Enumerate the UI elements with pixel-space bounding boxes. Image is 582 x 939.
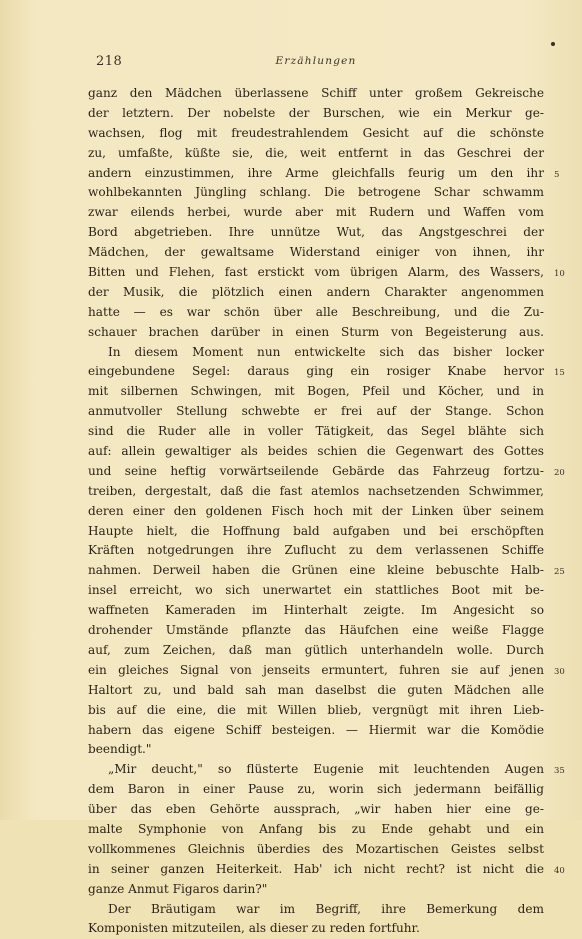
text-line bbox=[88, 900, 544, 920]
text-line-content: ganz den Mädchen überlassene Schiff unter großem Gekreische bbox=[88, 86, 544, 100]
text-line bbox=[88, 601, 544, 621]
text-line bbox=[88, 840, 544, 860]
text-line-content: der Musik, die plötzlich einen andern Charakter angenommen bbox=[88, 284, 544, 299]
text-line bbox=[88, 203, 544, 223]
text-line bbox=[88, 780, 544, 800]
text-line bbox=[88, 402, 544, 422]
text-line-content: ganze Anmut Figaros darin?" bbox=[88, 881, 268, 896]
text-line bbox=[88, 283, 544, 303]
text-line bbox=[88, 919, 544, 939]
ink-speck bbox=[551, 42, 555, 46]
text-line-content: über das eben Gehörte aussprach, „wir haben hier eine ge- bbox=[88, 802, 544, 817]
body-text bbox=[88, 84, 565, 939]
text-line bbox=[88, 382, 544, 402]
text-line-content: schauer brachen darüber in einen Sturm von Begeisterung aus. bbox=[88, 324, 544, 339]
text-line bbox=[88, 621, 544, 641]
text-line-content: malte Symphonie von Anfang bis zu Ende gehabt und ein bbox=[88, 821, 544, 836]
text-line-content: deren einer den goldenen Fisch hoch mit der Linken über seinem bbox=[88, 503, 544, 518]
text-line bbox=[88, 323, 544, 343]
line-number: 30 bbox=[554, 666, 565, 677]
text-line-content: wohlbekannten Jüngling schlang. Die betrogene Schar schwamm bbox=[88, 185, 544, 200]
text-line-content: hatte — es war schön über alle Beschreibung, und die Zu- bbox=[88, 304, 544, 319]
text-line bbox=[88, 522, 544, 542]
text-line bbox=[88, 800, 544, 820]
text-line-content: Komponisten mitzuteilen, als dieser zu reden fortfuhr. bbox=[88, 921, 420, 936]
text-line-content: treiben, dergestalt, daß die fast atemlos nachsetzenden Schwimmer, bbox=[88, 483, 544, 498]
page-number: 218 bbox=[96, 54, 123, 69]
text-line-content: wachsen, flog mit freudestrahlendem Gesicht auf die schönste bbox=[88, 125, 544, 140]
text-line bbox=[88, 561, 565, 581]
text-line-content: bis auf die eine, die mit Willen blieb, vergnügt mit ihren Lieb- bbox=[88, 702, 544, 717]
text-line-content: eingebundene Segel: daraus ging ein rosiger Knabe hervor bbox=[88, 364, 544, 379]
text-line-content: drohender Umstände pflanzte das Häufchen eine weiße Flagge bbox=[88, 623, 544, 638]
text-line bbox=[88, 124, 544, 144]
text-line bbox=[88, 541, 544, 561]
text-line bbox=[88, 820, 544, 840]
text-line-content: Kräften notgedrungen ihre Zuflucht zu dem verlassenen Schiffe bbox=[88, 543, 544, 558]
line-number: 40 bbox=[554, 865, 565, 876]
page-header bbox=[96, 54, 536, 70]
text-line bbox=[88, 183, 544, 203]
text-line bbox=[88, 641, 544, 661]
text-line-content: zu, umfaßte, küßte sie, die, weit entfernt in das Geschrei der bbox=[88, 145, 544, 160]
text-line bbox=[88, 362, 565, 382]
text-line bbox=[88, 104, 544, 124]
text-line-content: auf, zum Zeichen, daß man gütlich unterhandeln wolle. Durch bbox=[88, 642, 544, 657]
text-line bbox=[88, 661, 565, 681]
line-number: 10 bbox=[554, 269, 565, 280]
text-line bbox=[88, 860, 565, 880]
text-line-content: beendigt." bbox=[88, 742, 152, 757]
line-number: 35 bbox=[554, 766, 565, 777]
text-line-content: zwar eilends herbei, wurde aber mit Rudern und Waffen vom bbox=[88, 205, 544, 220]
text-line bbox=[88, 422, 544, 442]
text-line-content: In diesem Moment nun entwickelte sich das bisher locker bbox=[108, 344, 544, 359]
line-number: 15 bbox=[554, 368, 565, 379]
text-line-content: ein gleiches Signal von jenseits ermuntert, fuhren sie auf jenen bbox=[88, 662, 544, 677]
text-line-content: anmutvoller Stellung schwebte er frei auf der Stange. Schon bbox=[88, 404, 544, 419]
text-line bbox=[88, 721, 544, 741]
text-line-content: Haltort zu, und bald sah man daselbst die guten Mädchen alle bbox=[88, 682, 544, 697]
text-line-content: dem Baron in einer Pause zu, worin sich jedermann beifällig bbox=[88, 782, 544, 797]
line-number: 25 bbox=[554, 567, 565, 578]
text-line-content: Mädchen, der gewaltsame Widerstand einiger von ihnen, ihr bbox=[88, 245, 544, 260]
text-line-content: nahmen. Derweil haben die Grünen eine kleine bebuschte Halb- bbox=[88, 563, 544, 578]
text-line-content: vollkommenes Gleichnis überdies des Mozartischen Geistes selbst bbox=[88, 841, 544, 856]
text-line bbox=[88, 84, 544, 104]
text-line bbox=[88, 681, 544, 701]
text-line bbox=[88, 223, 544, 243]
text-line-content: sind die Ruder alle in voller Tätigkeit, das Segel blähte sich bbox=[88, 424, 544, 439]
text-line bbox=[88, 880, 544, 900]
text-line-content: „Mir deucht," so flüsterte Eugenie mit leuchtenden Augen bbox=[108, 762, 544, 777]
text-line bbox=[88, 343, 544, 363]
text-line-content: habern das eigene Schiff besteigen. — Hiermit war die Komödie bbox=[88, 722, 544, 737]
text-line-content: Bord abgetrieben. Ihre unnütze Wut, das Angstgeschrei der bbox=[88, 225, 544, 240]
line-number: 20 bbox=[554, 467, 565, 478]
text-line bbox=[88, 303, 544, 323]
text-line bbox=[88, 263, 565, 283]
text-line bbox=[88, 243, 544, 263]
text-line bbox=[88, 442, 544, 462]
text-line-content: mit silbernen Schwingen, mit Bogen, Pfeil und Köcher, und in bbox=[88, 384, 544, 399]
text-line bbox=[88, 760, 565, 780]
text-line bbox=[88, 701, 544, 721]
text-line bbox=[88, 740, 544, 760]
text-line-content: andern einzustimmen, ihre Arme gleichfalls feurig um den ihr bbox=[88, 165, 544, 180]
text-line-content: Bitten und Flehen, fast erstickt vom übrigen Alarm, des Wassers, bbox=[88, 265, 544, 280]
text-line bbox=[88, 164, 560, 184]
text-line bbox=[88, 502, 544, 522]
running-head: Erzählungen bbox=[275, 55, 357, 67]
text-line-content: auf: allein gewaltiger als beides schien die Gegenwart des Gottes bbox=[88, 444, 544, 459]
text-line bbox=[88, 462, 565, 482]
text-line bbox=[88, 581, 544, 601]
text-line-content: insel erreicht, wo sich unerwartet ein stattliches Boot mit be- bbox=[88, 583, 544, 598]
text-line-content: in seiner ganzen Heiterkeit. Hab' ich nicht recht? ist nicht die bbox=[88, 861, 544, 876]
text-line bbox=[88, 482, 544, 502]
text-line-content: der letztern. Der nobelste der Burschen, wie ein Merkur ge- bbox=[88, 105, 544, 120]
text-line bbox=[88, 144, 544, 164]
line-number: 5 bbox=[554, 169, 560, 180]
text-line-content: und seine heftig vorwärtseilende Gebärde das Fahrzeug fortzu- bbox=[88, 463, 544, 478]
text-line-content: waffneten Kameraden im Hinterhalt zeigte. Im Angesicht so bbox=[88, 603, 544, 618]
text-line-content: Der Bräutigam war im Begriff, ihre Bemerkung dem bbox=[108, 901, 544, 916]
text-line-content: Haupte hielt, die Hoffnung bald aufgaben und bei erschöpften bbox=[88, 523, 544, 538]
